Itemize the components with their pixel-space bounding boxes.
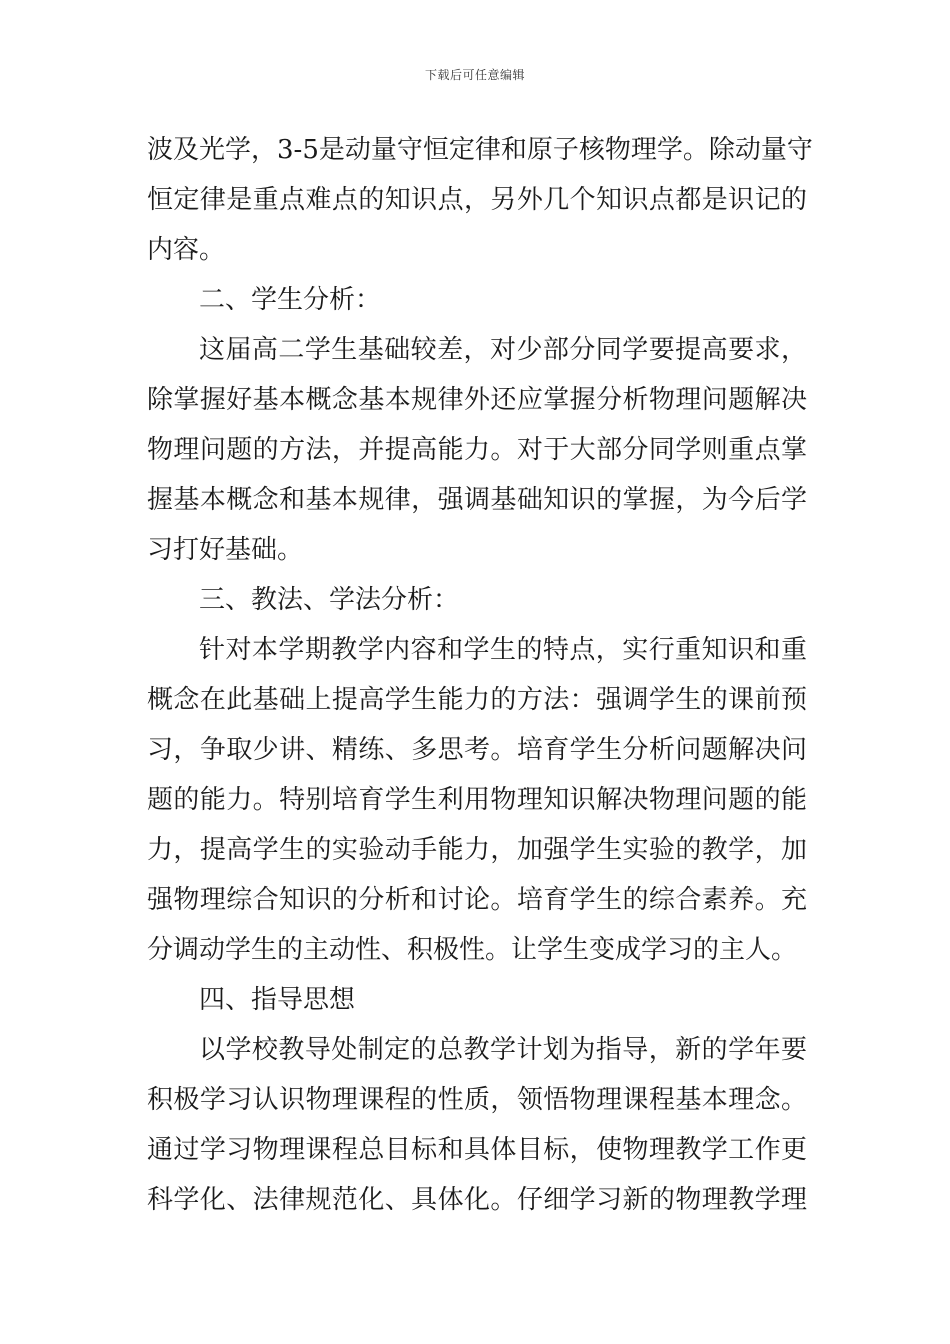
section-heading: 四、指导思想: [199, 985, 356, 1015]
text-line: 分调动学生的主动性、积极性。让学生变成学习的主人。: [147, 935, 798, 965]
text-line: 以学校教导处制定的总教学计划为指导，新的学年要: [199, 1035, 807, 1065]
text-line: 除掌握好基本概念基本规律外还应掌握分析物理问题解决: [147, 385, 807, 415]
page-header: 下载后可任意编辑: [424, 68, 525, 82]
text-line: 强物理综合知识的分析和讨论。培育学生的综合素养。充: [147, 885, 807, 915]
text-line: 科学化、法律规范化、具体化。仔细学习新的物理教学理: [147, 1185, 807, 1215]
text-line: 波及光学，3-5是动量守恒定律和原子核物理学。除动量守: [147, 135, 813, 165]
text-line: 力，提高学生的实验动手能力，加强学生实验的教学，加: [147, 835, 807, 865]
text-line: 握基本概念和基本规律，强调基础知识的掌握，为今后学: [147, 485, 807, 515]
text-line: 物理问题的方法，并提高能力。对于大部分同学则重点掌: [147, 435, 807, 465]
text-line: 内容。: [147, 235, 226, 265]
text-line: 通过学习物理课程总目标和具体目标，使物理教学工作更: [147, 1135, 807, 1165]
section-heading: 三、教法、学法分析：: [199, 585, 460, 615]
text-line: 这届高二学生基础较差，对少部分同学要提高要求，: [199, 335, 807, 365]
text-line: 题的能力。特别培育学生利用物理知识解决物理问题的能: [147, 785, 807, 815]
text-line: 概念在此基础上提高学生能力的方法：强调学生的课前预: [147, 685, 807, 715]
section-heading: 二、学生分析：: [199, 285, 382, 315]
text-line: 针对本学期教学内容和学生的特点，实行重知识和重: [199, 635, 807, 665]
text-line: 习，争取少讲、精练、多思考。培育学生分析问题解决问: [147, 735, 807, 765]
text-line: 习打好基础。: [147, 535, 304, 565]
body-text: [147, 125, 813, 1225]
text-line: 积极学习认识物理课程的性质，领悟物理课程基本理念。: [147, 1085, 807, 1115]
text-line: 恒定律是重点难点的知识点，另外几个知识点都是识记的: [147, 185, 807, 215]
